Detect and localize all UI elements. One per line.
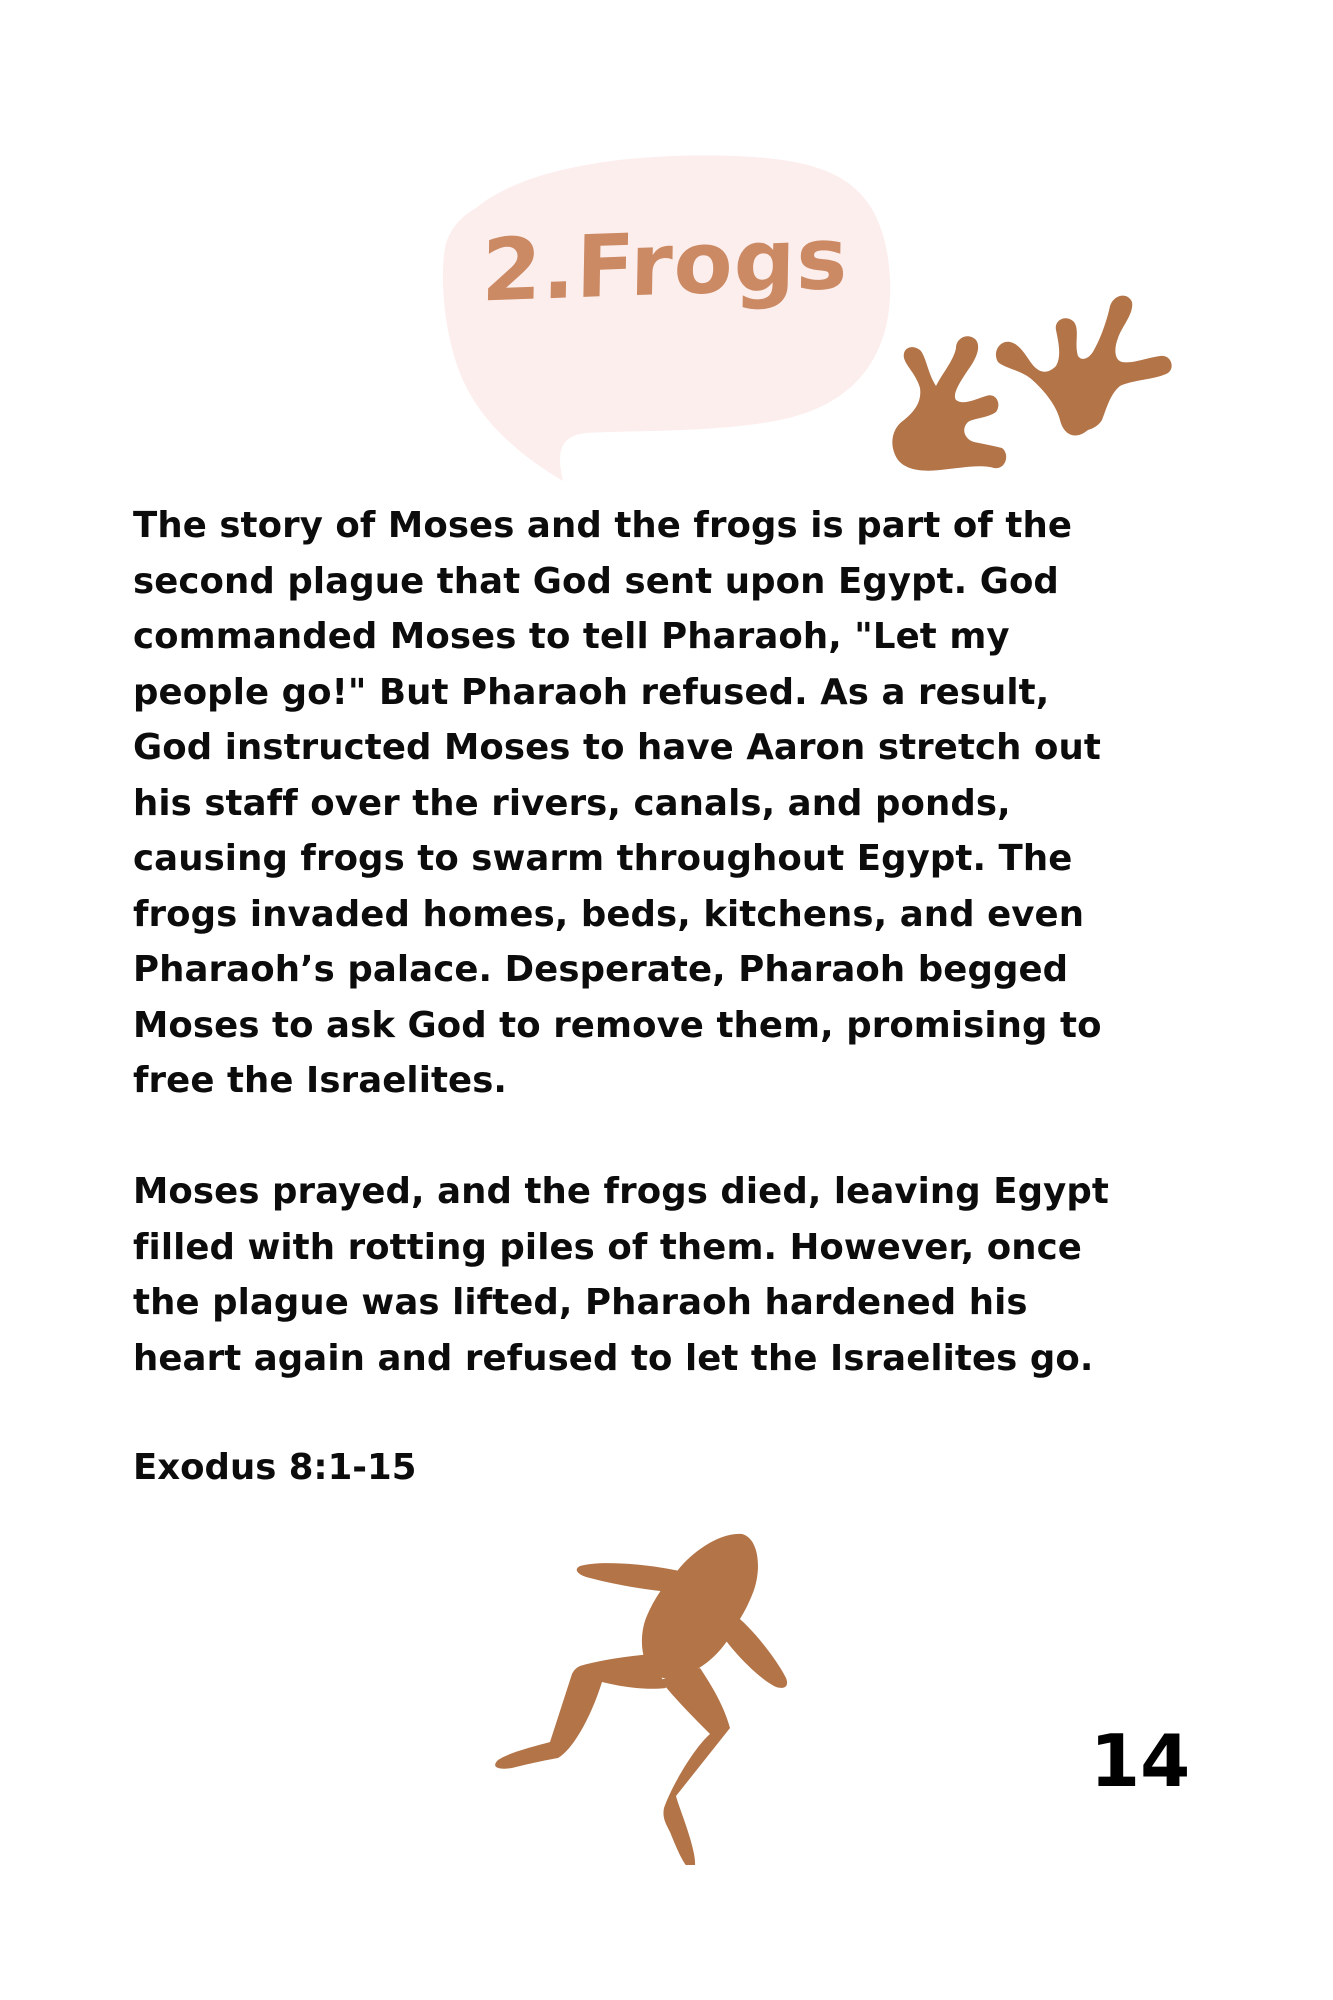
text-line: free the Israelites. [133, 1060, 508, 1101]
text-line: second plague that God sent upon Egypt. God [133, 560, 1059, 602]
page-title: 2.Frogs [480, 208, 850, 322]
text-line: commanded Moses to tell Pharaoh, "Let my [133, 616, 1010, 657]
scripture-reference: Exodus 8:1-15 [133, 1447, 417, 1488]
frog-silhouette-icon [480, 1520, 820, 1865]
text-line: causing frogs to swarm throughout Egypt. The [133, 838, 1073, 879]
frog-footprints-icon [870, 270, 1180, 480]
text-line: his staff over the rivers, canals, and ponds, [133, 782, 1011, 824]
text-line: frogs invaded homes, beds, kitchens, and even [133, 893, 1085, 935]
text-line: the plague was lifted, Pharaoh hardened his [133, 1282, 1028, 1323]
text-line: Moses to ask God to remove them, promising to [133, 1004, 1102, 1046]
text-line: Pharaoh’s palace. Desperate, Pharaoh begged [133, 949, 1069, 990]
story-text [133, 498, 1213, 1386]
paragraph-2 [133, 1164, 1213, 1386]
page-number: 14 [1090, 1719, 1191, 1803]
text-line: God instructed Moses to have Aaron stretch out [133, 727, 1101, 768]
text-line: heart again and refused to let the Israelites go. [133, 1337, 1094, 1379]
paragraph-1 [133, 498, 1213, 1109]
text-line: people go!" But Pharaoh refused. As a result, [133, 671, 1050, 713]
text-line: The story of Moses and the frogs is part of the [133, 505, 1073, 546]
text-line: Moses prayed, and the frogs died, leaving Egypt [133, 1171, 1109, 1212]
text-line: filled with rotting piles of them. However, once [133, 1226, 1082, 1268]
